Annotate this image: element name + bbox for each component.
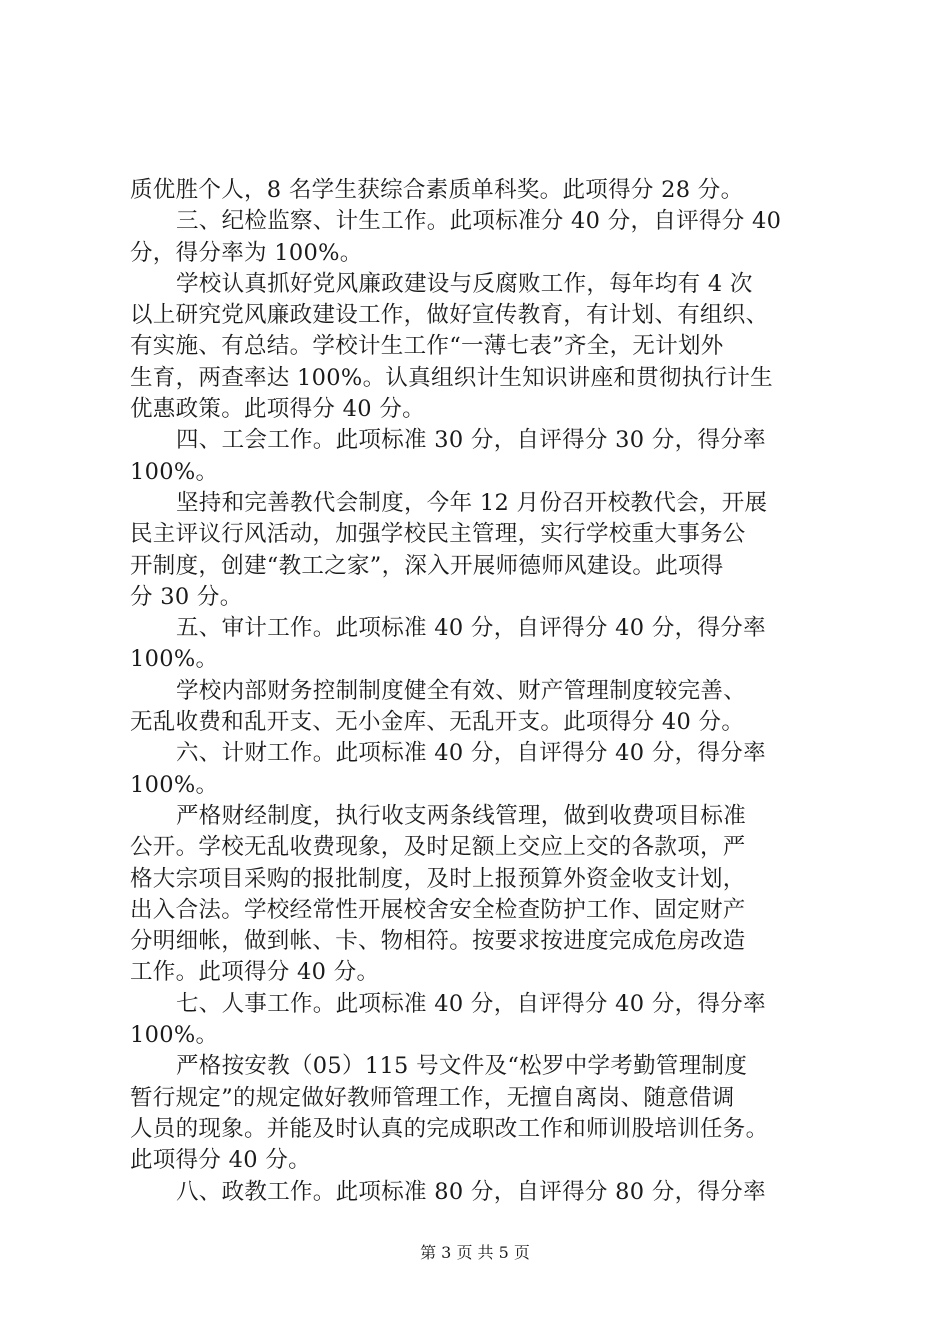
text-line: 人员的现象。并能及时认真的完成职改工作和师训股培训任务。 xyxy=(130,1115,769,1142)
text-line: 有实施、有总结。学校计生工作“一薄七表”齐全，无计划外 xyxy=(130,333,724,360)
text-line: 严格按安教（05）115 号文件及“松罗中学考勤管理制度 xyxy=(176,1053,748,1080)
text-line: 格大宗项目采购的报批制度，及时上报预算外资金收支计划， xyxy=(130,865,746,892)
text-line: 六、计财工作。此项标准 40 分，自评得分 40 分，得分率 xyxy=(176,740,766,767)
text-line: 分明细帐，做到帐、卡、物相符。按要求按进度完成危房改造 xyxy=(130,928,746,955)
text-line: 工作。此项得分 40 分。 xyxy=(130,959,380,986)
text-line: 无乱收费和乱开支、无小金库、无乱开支。此项得分 40 分。 xyxy=(130,709,745,736)
text-line: 100%。 xyxy=(130,1022,219,1049)
text-line: 100%。 xyxy=(130,646,219,673)
text-line: 八、政教工作。此项标准 80 分，自评得分 80 分，得分率 xyxy=(176,1178,766,1205)
text-line: 七、人事工作。此项标准 40 分，自评得分 40 分，得分率 xyxy=(176,990,766,1017)
text-line: 100%。 xyxy=(130,771,219,798)
text-line: 严格财经制度，执行收支两条线管理，做到收费项目标准 xyxy=(176,802,747,829)
text-line: 坚持和完善教代会制度，今年 12 月份召开校教代会，开展 xyxy=(176,489,768,516)
text-line: 公开。学校无乱收费现象，及时足额上交应上交的各款项，严 xyxy=(130,834,746,861)
text-line: 四、工会工作。此项标准 30 分，自评得分 30 分，得分率 xyxy=(176,427,766,454)
text-line: 学校内部财务控制制度健全有效、财产管理制度较完善、 xyxy=(176,677,747,704)
text-line: 三、纪检监察、计生工作。此项标准分 40 分，自评得分 40 xyxy=(176,208,782,235)
text-line: 出入合法。学校经常性开展校舍安全检查防护工作、固定财产 xyxy=(130,896,746,923)
text-line: 以上研究党风廉政建设工作，做好宣传教育，有计划、有组织、 xyxy=(130,302,769,329)
text-line: 100%。 xyxy=(130,458,219,485)
text-line: 分 30 分。 xyxy=(130,583,243,610)
document-body xyxy=(130,175,832,1208)
text-line: 质优胜个人，8 名学生获综合素质单科奖。此项得分 28 分。 xyxy=(130,177,744,203)
text-line: 优惠政策。此项得分 40 分。 xyxy=(130,396,425,423)
text-line: 此项得分 40 分。 xyxy=(130,1147,311,1174)
text-line: 分，得分率为 100%。 xyxy=(130,239,363,266)
text-line: 民主评议行风活动，加强学校民主管理，实行学校重大事务公 xyxy=(130,521,746,548)
text-line: 开制度，创建“教工之家”，深入开展师德师风建设。此项得 xyxy=(130,552,724,579)
page-number-footer: 第 3 页 共 5 页 xyxy=(420,1243,530,1262)
text-line: 生育，两查率达 100%。认真组织计生知识讲座和贯彻执行计生 xyxy=(130,364,773,391)
text-line: 学校认真抓好党风廉政建设与反腐败工作，每年均有 4 次 xyxy=(176,270,753,297)
text-line: 暂行规定”的规定做好教师管理工作，无擅自离岗、随意借调 xyxy=(130,1084,735,1111)
text-line: 五、审计工作。此项标准 40 分，自评得分 40 分，得分率 xyxy=(176,615,766,642)
